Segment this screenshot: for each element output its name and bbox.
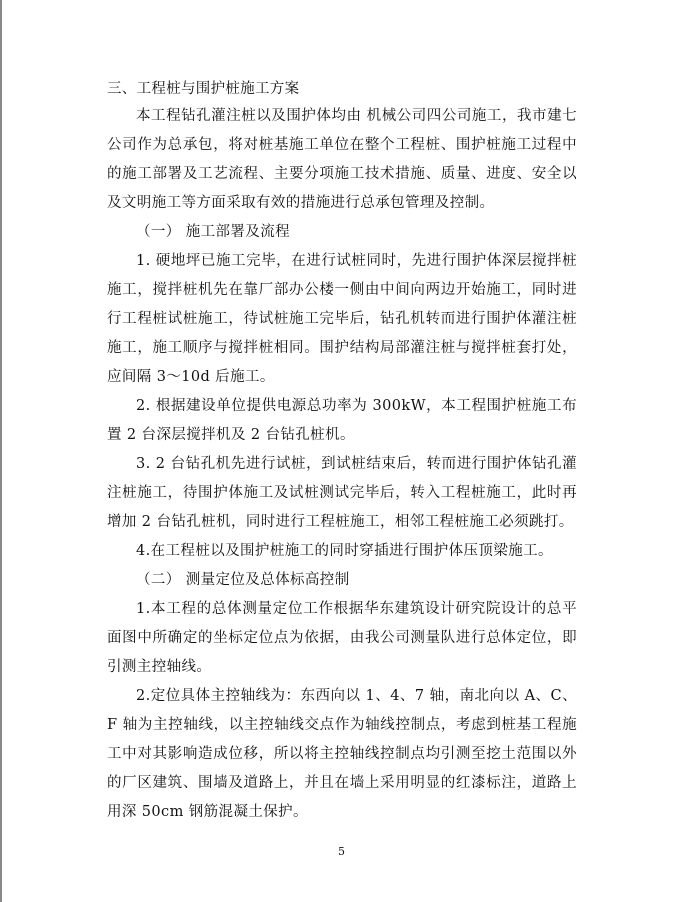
subsection-1-title: （一） 施工部署及流程	[136, 224, 291, 240]
subsection-2-item-2: 2.定位具体主控轴线为：东西向以 1、4、7 轴，南北向以 A、C、F 轴为主控轴线，以主控轴线交点作为轴线控制点，考虑到桩基工程施工中对其影响造成位移，所以将主控轴线控制点均引测至挖土范围以外的厂区建筑、围墙及道路上，并且在墙上采用明显的红漆标注，道路上用深 50cm 钢筋混凝土保护。	[107, 688, 577, 820]
subsection-1-item-1: 1. 硬地坪已施工完毕，在进行试桩同时，先进行围护体深层搅拌桩施工，搅拌桩机先在靠厂部办公楼一侧由中间向两边开始施工，同时进行工程桩试桩施工，待试桩施工完毕后，钻孔机转而进行围护体灌注桩施工，施工顺序与搅拌桩相同。围护结构局部灌注桩与搅拌桩套打处，应间隔 3～10d 后施工。	[107, 253, 577, 385]
subsection-1-item-2: 2. 根据建设单位提供电源总功率为 300kW，本工程围护桩施工布置 2 台深层搅拌机及 2 台钻孔桩机。	[107, 398, 577, 443]
document-page	[107, 79, 577, 827]
subsection-2-title: （二） 测量定位及总体标高控制	[136, 572, 350, 588]
page-left-border	[0, 0, 2, 902]
page-number: 5	[338, 845, 345, 858]
subsection-2-item-1: 1.本工程的总体测量定位工作根据华东建筑设计研究院设计的总平面图中所确定的坐标定位点为依据，由我公司测量队进行总体定位，即引测主控轴线。	[107, 601, 577, 675]
intro-paragraph: 本工程钻孔灌注桩以及围护体均由 机械公司四公司施工，我市建七公司作为总承包，将对桩基施工单位在整个工程桩、围护桩施工过程中的施工部署及工艺流程、主要分项施工技术措施、质量、进度、安全以及文明施工等方面采取有效的措施进行总承包管理及控制。	[107, 108, 577, 211]
section-heading: 三、工程桩与围护桩施工方案	[107, 81, 300, 97]
subsection-1-item-3: 3. 2 台钻孔机先进行试桩，到试桩结束后，转而进行围护体钻孔灌注桩施工，待围护体施工及试桩测试完毕后，转入工程桩施工，此时再增加 2 台钻孔桩机，同时进行工程桩施工，相邻工程桩施工必须跳打。	[107, 456, 577, 530]
subsection-1-item-4: 4.在工程桩以及围护桩施工的同时穿插进行围护体压顶梁施工。	[136, 543, 553, 559]
